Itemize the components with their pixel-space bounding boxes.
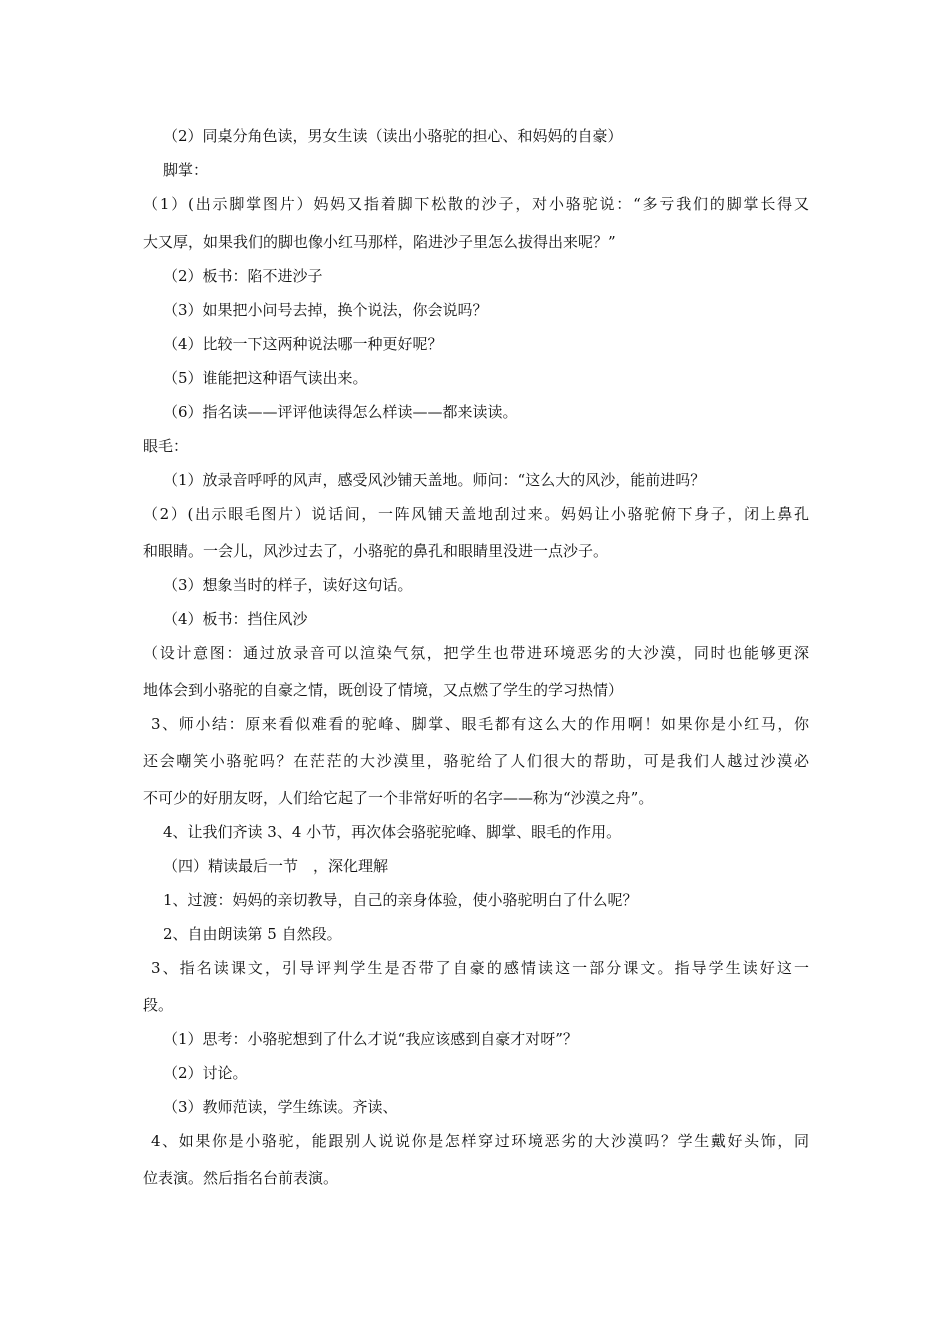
text-line-6: （3）如果把小问号去掉，换个说法，你会说吗？ — [163, 301, 488, 319]
text-line-1: （2）同桌分角色读，男女生读（读出小骆驼的担心、和妈妈的自豪） — [163, 127, 623, 145]
text-line-28: （2）讨论。 — [163, 1064, 248, 1082]
text-line-21: 4、让我们齐读 3、4 小节，再次体会骆驼驼峰、脚掌、眼毛的作用。 — [163, 823, 622, 841]
text-line-29: （3）教师范读，学生练读。齐读、 — [163, 1098, 398, 1116]
text-line-12: （2）(出示眼毛图片）说话间，一阵风铺天盖地刮过来。妈妈让小骆驼俯下身子，闭上鼻孔 — [143, 505, 809, 523]
text-line-3: （1）(出示脚掌图片）妈妈又指着脚下松散的沙子，对小骆驼说：“多亏我们的脚掌长得又 — [143, 195, 809, 213]
summary-line-2: 还会嘲笑小骆驼吗？在茫茫的大沙漠里，骆驼给了人们很大的帮助，可是我们人越过沙漠必 — [143, 752, 809, 770]
text-line-15: （4）板书：挡住风沙 — [163, 610, 308, 628]
heading-eyelash: 眼毛： — [143, 437, 189, 455]
design-intent-line-1: （设计意图：通过放录音可以渲染气氛，把学生也带进环境恶劣的大沙漠，同时也能够更深 — [143, 644, 809, 662]
text-line-13: 和眼睛。一会儿，风沙过去了，小骆驼的鼻孔和眼睛里没进一点沙子。 — [143, 542, 609, 560]
text-line-8: （5）谁能把这种语气读出来。 — [163, 369, 368, 387]
text-line-7: （4）比较一下这两种说法哪一种更好呢？ — [163, 335, 443, 353]
text-line-25: 3、指名读课文，引导评判学生是否带了自豪的感情读这一部分课文。指导学生读好这一 — [151, 959, 809, 977]
text-line-27: （1）思考：小骆驼想到了什么才说“我应该感到自豪才对呀”？ — [163, 1030, 578, 1048]
section-heading-4: （四）精读最后一节 ，深化理解 — [163, 857, 389, 875]
text-line-26: 段。 — [143, 996, 174, 1014]
design-intent-line-2: 地体会到小骆驼的自豪之情，既创设了情境，又点燃了学生的学习热情） — [143, 681, 624, 699]
text-line-24: 2、自由朗读第 5 自然段。 — [163, 925, 342, 943]
text-line-4: 大又厚，如果我们的脚也像小红马那样，陷进沙子里怎么拔得出来呢？” — [143, 233, 616, 251]
text-line-23: 1、过渡：妈妈的亲切教导，自己的亲身体验，使小骆驼明白了什么呢？ — [163, 891, 638, 909]
text-line-11: （1）放录音呼呼的风声，感受风沙铺天盖地。师问：“这么大的风沙，能前进吗？ — [163, 471, 706, 489]
text-line-9: （6）指名读——评评他读得怎么样读——都来读读。 — [163, 403, 518, 421]
summary-line-1: 3、师小结：原来看似难看的驼峰、脚掌、眼毛都有这么大的作用啊！如果你是小红马，你 — [151, 715, 809, 733]
text-line-31: 位表演。然后指名台前表演。 — [143, 1169, 339, 1187]
text-line-14: （3）想象当时的样子，读好这句话。 — [163, 576, 413, 594]
heading-foot: 脚掌： — [163, 161, 209, 179]
summary-line-3: 不可少的好朋友呀，人们给它起了一个非常好听的名字——称为“沙漠之舟”。 — [143, 789, 654, 807]
text-line-5: （2）板书：陷不进沙子 — [163, 267, 323, 285]
text-line-30: 4、如果你是小骆驼，能跟别人说说你是怎样穿过环境恶劣的大沙漠吗？学生戴好头饰，同 — [151, 1132, 809, 1150]
